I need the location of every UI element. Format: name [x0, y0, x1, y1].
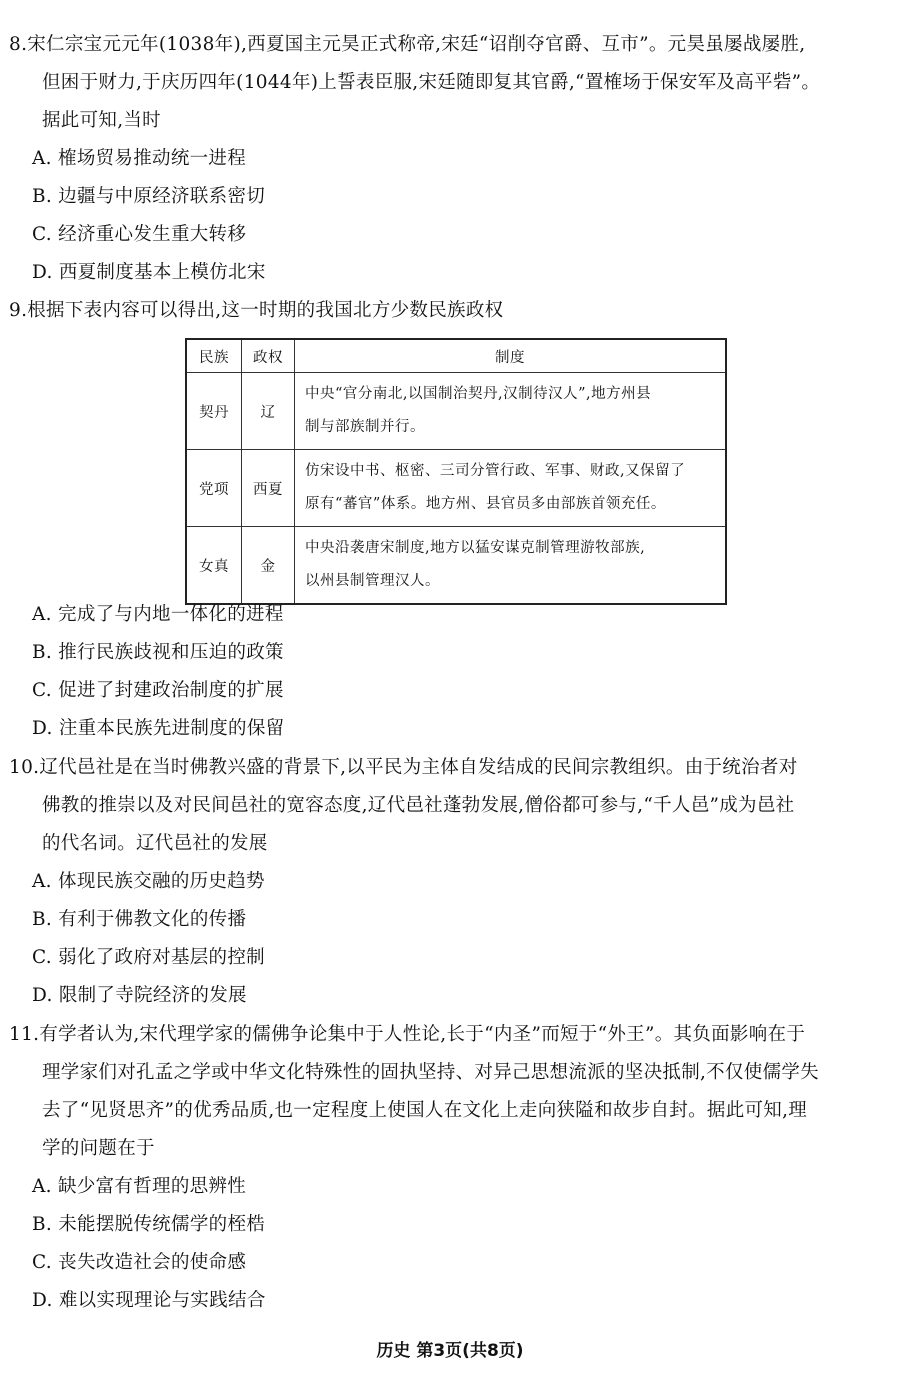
question-11-option-d: D. 难以实现理论与实践结合: [32, 1290, 266, 1311]
question-11-stem-line-3: 去了“见贤思齐”的优秀品质,也一定程度上使国人在文化上走向狭隘和故步自封。据此可知,理: [42, 1100, 808, 1121]
table-row: [186, 527, 726, 605]
question-9-stem: 9.根据下表内容可以得出,这一时期的我国北方少数民族政权: [9, 300, 504, 321]
cell-system-line: 原有“蕃官”体系。地方州、县官员多由部族首领充任。: [305, 496, 666, 512]
question-10-stem-line-2: 佛教的推崇以及对民间邑社的宽容态度,辽代邑社蓬勃发展,僧俗都可参与,“千人邑”成为邑社: [42, 795, 795, 816]
table-header-row: [186, 339, 726, 373]
header-system: 制度: [295, 339, 727, 373]
cell-system: [295, 527, 727, 605]
question-8-stem-line-2: 但困于财力,于庆历四年(1044年)上誓表臣服,宋廷随即复其官爵,“置榷场于保安军及高平砦”。: [42, 72, 821, 93]
question-11-option-a: A. 缺少富有哲理的思辨性: [32, 1176, 247, 1197]
regime-system-table: [185, 338, 727, 605]
cell-system: [295, 450, 727, 527]
table-row: [186, 450, 726, 527]
table-row: [186, 373, 726, 450]
question-10-option-b: B. 有利于佛教文化的传播: [32, 909, 247, 930]
cell-system-line: 以州县制管理汉人。: [305, 573, 440, 589]
cell-system-line: 仿宋设中书、枢密、三司分管行政、军事、财政,又保留了: [305, 463, 686, 479]
question-11-option-c: C. 丧失改造社会的使命感: [32, 1252, 247, 1273]
cell-ethnic: 契丹: [186, 373, 242, 450]
question-9-option-c: C. 促进了封建政治制度的扩展: [32, 680, 284, 701]
question-11-stem-line-2: 理学家们对孔孟之学或中华文化特殊性的固执坚持、对异己思想流派的坚决抵制,不仅使儒学失: [42, 1062, 819, 1083]
question-10-stem-line-3: 的代名词。辽代邑社的发展: [42, 833, 268, 854]
cell-system-line: 中央沿袭唐宋制度,地方以猛安谋克制管理游牧部族,: [305, 540, 646, 556]
question-10-option-d: D. 限制了寺院经济的发展: [32, 985, 247, 1006]
cell-system: [295, 373, 727, 450]
question-11-stem-line-4: 学的问题在于: [42, 1138, 155, 1159]
question-8-option-b: B. 边疆与中原经济联系密切: [32, 186, 266, 207]
cell-ethnic: 女真: [186, 527, 242, 605]
cell-regime: 辽: [242, 373, 295, 450]
header-ethnic: 民族: [186, 339, 242, 373]
page-footer: 历史 第3页(共8页): [376, 1341, 524, 1361]
question-9-option-d: D. 注重本民族先进制度的保留: [32, 718, 285, 739]
question-8-option-c: C. 经济重心发生重大转移: [32, 224, 247, 245]
question-9-option-b: B. 推行民族歧视和压迫的政策: [32, 642, 284, 663]
cell-regime: 金: [242, 527, 295, 605]
question-10-option-c: C. 弱化了政府对基层的控制: [32, 947, 265, 968]
question-11-option-b: B. 未能摆脱传统儒学的桎梏: [32, 1214, 266, 1235]
question-10-stem-line-1: 10.辽代邑社是在当时佛教兴盛的背景下,以平民为主体自发结成的民间宗教组织。由于统治者对: [9, 757, 798, 778]
question-9-option-a: A. 完成了与内地一体化的进程: [32, 604, 284, 625]
cell-system-line: 制与部族制并行。: [305, 419, 425, 435]
question-8-stem-line-3: 据此可知,当时: [42, 110, 161, 131]
cell-system-line: 中央“官分南北,以国制治契丹,汉制待汉人”,地方州县: [305, 386, 652, 402]
question-11-stem-line-1: 11.有学者认为,宋代理学家的儒佛争论集中于人性论,长于“内圣”而短于“外王”。其负面影响在于: [9, 1024, 806, 1045]
cell-regime: 西夏: [242, 450, 295, 527]
cell-ethnic: 党项: [186, 450, 242, 527]
header-regime: 政权: [242, 339, 295, 373]
question-10-option-a: A. 体现民族交融的历史趋势: [32, 871, 265, 892]
question-8-stem-line-1: 8.宋仁宗宝元元年(1038年),西夏国主元昊正式称帝,宋廷“诏削夺官爵、互市”。元昊虽屡战屡胜,: [9, 34, 806, 55]
question-8-option-d: D. 西夏制度基本上模仿北宋: [32, 262, 266, 283]
question-8-option-a: A. 榷场贸易推动统一进程: [32, 148, 247, 169]
